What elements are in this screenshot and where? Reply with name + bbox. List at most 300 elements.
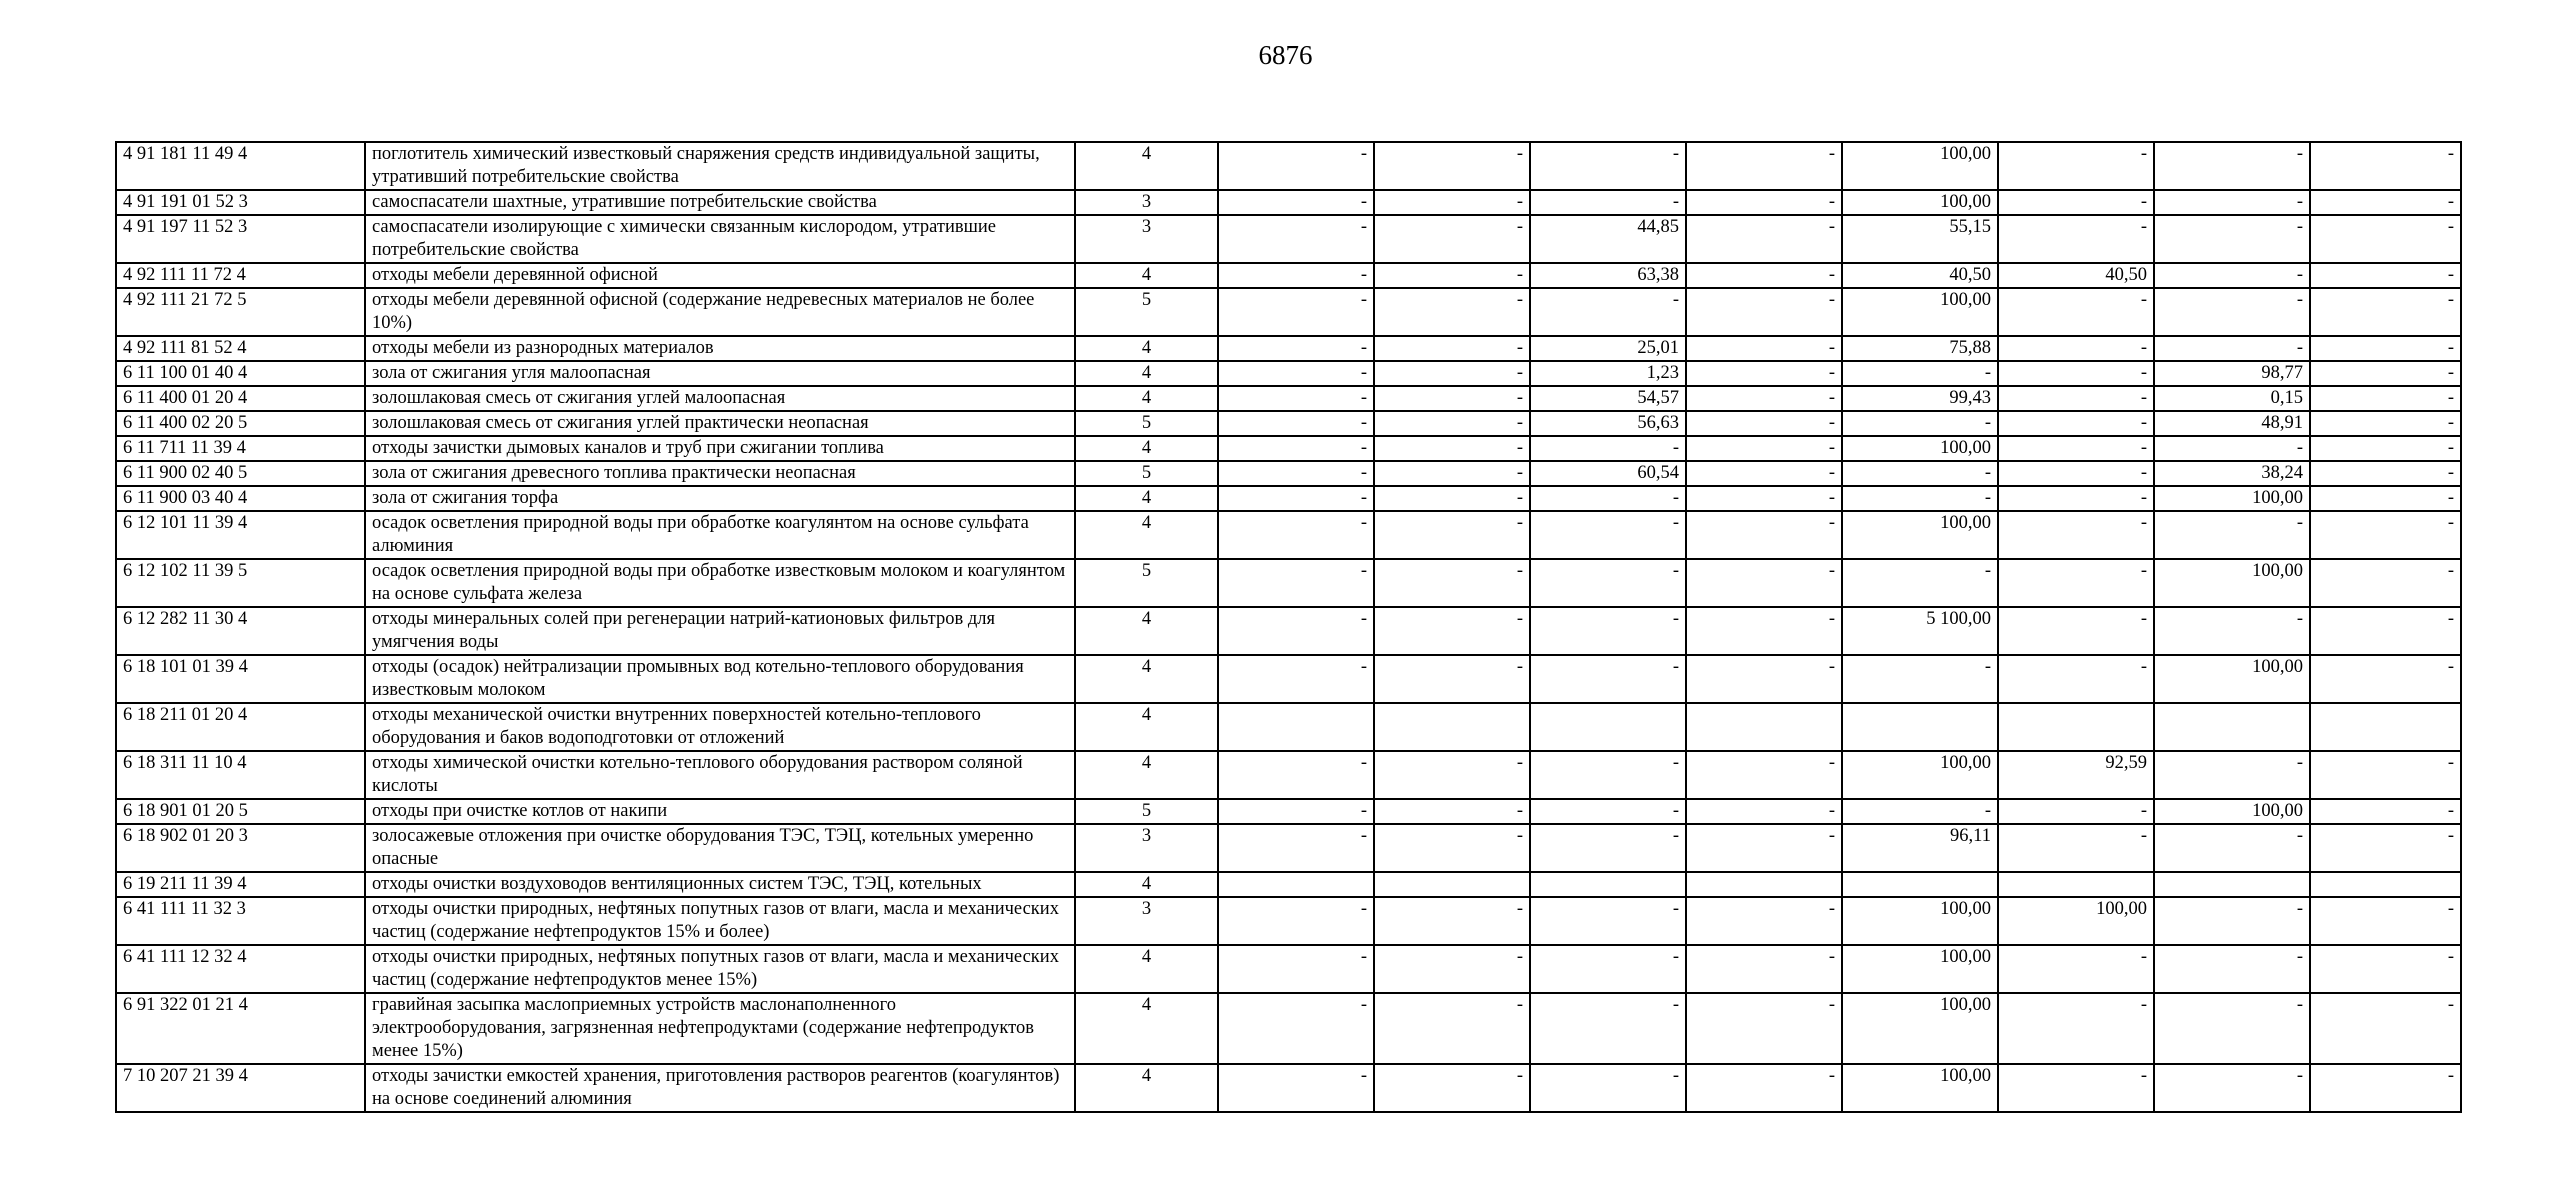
waste-name-cell: отходы очистки природных, нефтяных попутных газов от влаги, масла и механических частиц (содержание нефтепродуктов менее 15%) xyxy=(365,945,1075,993)
value-cell-5: - xyxy=(1842,361,1998,386)
waste-code-cell: 6 18 101 01 39 4 xyxy=(116,655,365,703)
value-cell-2: - xyxy=(1374,751,1530,799)
value-cell-5 xyxy=(1842,872,1998,897)
value-cell-1: - xyxy=(1218,461,1374,486)
table-row xyxy=(116,436,2461,461)
value-cell-2: - xyxy=(1374,215,1530,263)
hazard-class-cell: 3 xyxy=(1075,897,1218,945)
value-cell-1: - xyxy=(1218,190,1374,215)
waste-code-cell: 6 18 311 11 10 4 xyxy=(116,751,365,799)
value-cell-1: - xyxy=(1218,336,1374,361)
waste-code-cell: 4 91 197 11 52 3 xyxy=(116,215,365,263)
table-row xyxy=(116,263,2461,288)
value-cell-7: 98,77 xyxy=(2154,361,2310,386)
hazard-class-cell: 4 xyxy=(1075,993,1218,1064)
hazard-class-cell: 4 xyxy=(1075,751,1218,799)
waste-code-cell: 6 19 211 11 39 4 xyxy=(116,872,365,897)
value-cell-4: - xyxy=(1686,386,1842,411)
value-cell-2: - xyxy=(1374,799,1530,824)
hazard-class-cell: 4 xyxy=(1075,436,1218,461)
value-cell-4: - xyxy=(1686,361,1842,386)
value-cell-5: 40,50 xyxy=(1842,263,1998,288)
value-cell-3: 54,57 xyxy=(1530,386,1686,411)
value-cell-3: 1,23 xyxy=(1530,361,1686,386)
waste-code-cell: 6 41 111 11 32 3 xyxy=(116,897,365,945)
value-cell-8: - xyxy=(2310,824,2461,872)
value-cell-5: 100,00 xyxy=(1842,897,1998,945)
waste-table xyxy=(115,141,2462,1113)
table-row xyxy=(116,411,2461,436)
value-cell-6 xyxy=(1998,872,2154,897)
value-cell-1: - xyxy=(1218,215,1374,263)
waste-code-cell: 6 11 400 02 20 5 xyxy=(116,411,365,436)
value-cell-4: - xyxy=(1686,288,1842,336)
value-cell-8: - xyxy=(2310,945,2461,993)
value-cell-6: - xyxy=(1998,993,2154,1064)
value-cell-7: - xyxy=(2154,436,2310,461)
waste-code-cell: 6 11 400 01 20 4 xyxy=(116,386,365,411)
value-cell-7: - xyxy=(2154,215,2310,263)
waste-code-cell: 7 10 207 21 39 4 xyxy=(116,1064,365,1112)
value-cell-3: - xyxy=(1530,751,1686,799)
waste-name-cell: осадок осветления природной воды при обработке известковым молоком и коагулянтом на основе сульфата железа xyxy=(365,559,1075,607)
hazard-class-cell: 4 xyxy=(1075,263,1218,288)
waste-code-cell: 6 11 711 11 39 4 xyxy=(116,436,365,461)
value-cell-7: - xyxy=(2154,288,2310,336)
waste-name-cell: золошлаковая смесь от сжигания углей практически неопасная xyxy=(365,411,1075,436)
hazard-class-cell: 4 xyxy=(1075,336,1218,361)
value-cell-6: - xyxy=(1998,486,2154,511)
waste-code-cell: 6 12 282 11 30 4 xyxy=(116,607,365,655)
waste-code-cell: 6 18 902 01 20 3 xyxy=(116,824,365,872)
value-cell-3: - xyxy=(1530,655,1686,703)
value-cell-6: - xyxy=(1998,511,2154,559)
value-cell-6: - xyxy=(1998,142,2154,190)
value-cell-5: 5 100,00 xyxy=(1842,607,1998,655)
waste-name-cell: отходы химической очистки котельно-теплового оборудования раствором соляной кислоты xyxy=(365,751,1075,799)
value-cell-8: - xyxy=(2310,336,2461,361)
value-cell-7: 100,00 xyxy=(2154,655,2310,703)
value-cell-4: - xyxy=(1686,486,1842,511)
value-cell-8: - xyxy=(2310,288,2461,336)
value-cell-5: - xyxy=(1842,799,1998,824)
value-cell-2: - xyxy=(1374,945,1530,993)
value-cell-6: - xyxy=(1998,361,2154,386)
value-cell-2: - xyxy=(1374,386,1530,411)
value-cell-6: 100,00 xyxy=(1998,897,2154,945)
value-cell-2: - xyxy=(1374,511,1530,559)
value-cell-7: 38,24 xyxy=(2154,461,2310,486)
value-cell-4: - xyxy=(1686,824,1842,872)
value-cell-7: - xyxy=(2154,945,2310,993)
hazard-class-cell: 4 xyxy=(1075,703,1218,751)
waste-name-cell: гравийная засыпка маслоприемных устройств маслонаполненного электрооборудования, загрязненная нефтепродуктами (содержание нефтепродуктов менее 15%) xyxy=(365,993,1075,1064)
waste-code-cell: 4 92 111 81 52 4 xyxy=(116,336,365,361)
waste-code-cell: 6 11 900 02 40 5 xyxy=(116,461,365,486)
value-cell-7: 48,91 xyxy=(2154,411,2310,436)
value-cell-2: - xyxy=(1374,263,1530,288)
value-cell-8 xyxy=(2310,703,2461,751)
value-cell-1: - xyxy=(1218,386,1374,411)
value-cell-6: - xyxy=(1998,1064,2154,1112)
value-cell-7: - xyxy=(2154,751,2310,799)
hazard-class-cell: 5 xyxy=(1075,461,1218,486)
hazard-class-cell: 5 xyxy=(1075,559,1218,607)
value-cell-3: - xyxy=(1530,436,1686,461)
value-cell-3: 60,54 xyxy=(1530,461,1686,486)
hazard-class-cell: 5 xyxy=(1075,411,1218,436)
table-row xyxy=(116,142,2461,190)
value-cell-1: - xyxy=(1218,436,1374,461)
waste-name-cell: отходы (осадок) нейтрализации промывных вод котельно-теплового оборудования известковым молоком xyxy=(365,655,1075,703)
value-cell-7: - xyxy=(2154,511,2310,559)
value-cell-8: - xyxy=(2310,799,2461,824)
table-row xyxy=(116,607,2461,655)
value-cell-2: - xyxy=(1374,190,1530,215)
value-cell-6: - xyxy=(1998,945,2154,993)
value-cell-7: - xyxy=(2154,824,2310,872)
table-row xyxy=(116,872,2461,897)
value-cell-1: - xyxy=(1218,559,1374,607)
table-row xyxy=(116,655,2461,703)
waste-code-cell: 6 11 100 01 40 4 xyxy=(116,361,365,386)
value-cell-6: 40,50 xyxy=(1998,263,2154,288)
waste-code-cell: 6 12 102 11 39 5 xyxy=(116,559,365,607)
value-cell-8: - xyxy=(2310,215,2461,263)
waste-name-cell: отходы зачистки дымовых каналов и труб при сжигании топлива xyxy=(365,436,1075,461)
value-cell-4: - xyxy=(1686,336,1842,361)
table-row xyxy=(116,288,2461,336)
value-cell-7: - xyxy=(2154,1064,2310,1112)
value-cell-4: - xyxy=(1686,190,1842,215)
value-cell-4: - xyxy=(1686,142,1842,190)
value-cell-1: - xyxy=(1218,655,1374,703)
waste-name-cell: золошлаковая смесь от сжигания углей малоопасная xyxy=(365,386,1075,411)
waste-name-cell: самоспасатели изолирующие с химически связанным кислородом, утратившие потребительские свойства xyxy=(365,215,1075,263)
value-cell-5 xyxy=(1842,703,1998,751)
value-cell-4 xyxy=(1686,703,1842,751)
value-cell-4: - xyxy=(1686,1064,1842,1112)
value-cell-5: 55,15 xyxy=(1842,215,1998,263)
waste-code-cell: 6 91 322 01 21 4 xyxy=(116,993,365,1064)
value-cell-4: - xyxy=(1686,751,1842,799)
value-cell-6: - xyxy=(1998,436,2154,461)
hazard-class-cell: 4 xyxy=(1075,655,1218,703)
hazard-class-cell: 3 xyxy=(1075,215,1218,263)
value-cell-4: - xyxy=(1686,655,1842,703)
value-cell-2: - xyxy=(1374,288,1530,336)
value-cell-4: - xyxy=(1686,511,1842,559)
value-cell-7: - xyxy=(2154,607,2310,655)
value-cell-1: - xyxy=(1218,361,1374,386)
value-cell-3 xyxy=(1530,703,1686,751)
waste-name-cell: отходы при очистке котлов от накипи xyxy=(365,799,1075,824)
value-cell-5: 100,00 xyxy=(1842,142,1998,190)
value-cell-1: - xyxy=(1218,486,1374,511)
table-body xyxy=(116,142,2461,1112)
waste-name-cell: отходы очистки природных, нефтяных попутных газов от влаги, масла и механических частиц (содержание нефтепродуктов 15% и более) xyxy=(365,897,1075,945)
value-cell-2: - xyxy=(1374,486,1530,511)
value-cell-8: - xyxy=(2310,386,2461,411)
value-cell-7: - xyxy=(2154,993,2310,1064)
hazard-class-cell: 4 xyxy=(1075,872,1218,897)
value-cell-2 xyxy=(1374,872,1530,897)
value-cell-6: - xyxy=(1998,190,2154,215)
hazard-class-cell: 4 xyxy=(1075,361,1218,386)
value-cell-5: 100,00 xyxy=(1842,945,1998,993)
table-row xyxy=(116,897,2461,945)
waste-code-cell: 6 11 900 03 40 4 xyxy=(116,486,365,511)
hazard-class-cell: 4 xyxy=(1075,1064,1218,1112)
value-cell-5: 96,11 xyxy=(1842,824,1998,872)
value-cell-3: - xyxy=(1530,511,1686,559)
value-cell-4: - xyxy=(1686,215,1842,263)
value-cell-3: 56,63 xyxy=(1530,411,1686,436)
value-cell-1: - xyxy=(1218,824,1374,872)
value-cell-5: 100,00 xyxy=(1842,993,1998,1064)
value-cell-5: 100,00 xyxy=(1842,511,1998,559)
value-cell-1: - xyxy=(1218,511,1374,559)
value-cell-7: 100,00 xyxy=(2154,486,2310,511)
value-cell-2: - xyxy=(1374,411,1530,436)
value-cell-6: - xyxy=(1998,336,2154,361)
value-cell-8: - xyxy=(2310,486,2461,511)
value-cell-8: - xyxy=(2310,1064,2461,1112)
value-cell-8: - xyxy=(2310,607,2461,655)
table-row xyxy=(116,824,2461,872)
value-cell-1 xyxy=(1218,703,1374,751)
value-cell-3: 63,38 xyxy=(1530,263,1686,288)
value-cell-2: - xyxy=(1374,361,1530,386)
value-cell-2: - xyxy=(1374,655,1530,703)
value-cell-2: - xyxy=(1374,1064,1530,1112)
value-cell-5: 99,43 xyxy=(1842,386,1998,411)
value-cell-6: - xyxy=(1998,461,2154,486)
value-cell-4: - xyxy=(1686,559,1842,607)
hazard-class-cell: 4 xyxy=(1075,945,1218,993)
table-row xyxy=(116,486,2461,511)
waste-name-cell: зола от сжигания древесного топлива практически неопасная xyxy=(365,461,1075,486)
value-cell-4: - xyxy=(1686,799,1842,824)
table-row xyxy=(116,751,2461,799)
value-cell-6: - xyxy=(1998,607,2154,655)
value-cell-3: - xyxy=(1530,993,1686,1064)
waste-name-cell: отходы механической очистки внутренних поверхностей котельно-теплового оборудования и баков водоподготовки от отложений xyxy=(365,703,1075,751)
value-cell-3: - xyxy=(1530,288,1686,336)
value-cell-8: - xyxy=(2310,190,2461,215)
waste-name-cell: зола от сжигания угля малоопасная xyxy=(365,361,1075,386)
value-cell-6: - xyxy=(1998,386,2154,411)
value-cell-2: - xyxy=(1374,142,1530,190)
value-cell-3: - xyxy=(1530,559,1686,607)
value-cell-8 xyxy=(2310,872,2461,897)
hazard-class-cell: 4 xyxy=(1075,511,1218,559)
waste-code-cell: 4 92 111 21 72 5 xyxy=(116,288,365,336)
value-cell-5: - xyxy=(1842,461,1998,486)
table-row xyxy=(116,386,2461,411)
value-cell-2: - xyxy=(1374,559,1530,607)
table-row xyxy=(116,559,2461,607)
waste-name-cell: отходы очистки воздуховодов вентиляционных систем ТЭС, ТЭЦ, котельных xyxy=(365,872,1075,897)
value-cell-7: - xyxy=(2154,336,2310,361)
value-cell-5: - xyxy=(1842,655,1998,703)
value-cell-3: - xyxy=(1530,897,1686,945)
hazard-class-cell: 5 xyxy=(1075,799,1218,824)
value-cell-1 xyxy=(1218,872,1374,897)
value-cell-8: - xyxy=(2310,461,2461,486)
table-row xyxy=(116,993,2461,1064)
hazard-class-cell: 4 xyxy=(1075,142,1218,190)
value-cell-6: - xyxy=(1998,559,2154,607)
value-cell-7 xyxy=(2154,872,2310,897)
value-cell-5: - xyxy=(1842,559,1998,607)
value-cell-5: 100,00 xyxy=(1842,190,1998,215)
value-cell-5: - xyxy=(1842,486,1998,511)
value-cell-4: - xyxy=(1686,945,1842,993)
value-cell-8: - xyxy=(2310,993,2461,1064)
waste-name-cell: отходы мебели деревянной офисной xyxy=(365,263,1075,288)
table-row xyxy=(116,336,2461,361)
value-cell-4: - xyxy=(1686,993,1842,1064)
value-cell-6: - xyxy=(1998,799,2154,824)
waste-name-cell: отходы минеральных солей при регенерации натрий-катионовых фильтров для умягчения воды xyxy=(365,607,1075,655)
value-cell-7: - xyxy=(2154,190,2310,215)
waste-code-cell: 4 91 191 01 52 3 xyxy=(116,190,365,215)
waste-name-cell: отходы зачистки емкостей хранения, приготовления растворов реагентов (коагулянтов) на основе соединений алюминия xyxy=(365,1064,1075,1112)
value-cell-8: - xyxy=(2310,142,2461,190)
value-cell-3: 25,01 xyxy=(1530,336,1686,361)
value-cell-1: - xyxy=(1218,945,1374,993)
value-cell-3: - xyxy=(1530,486,1686,511)
value-cell-8: - xyxy=(2310,655,2461,703)
hazard-class-cell: 3 xyxy=(1075,190,1218,215)
value-cell-7: - xyxy=(2154,263,2310,288)
table-row xyxy=(116,215,2461,263)
value-cell-3: - xyxy=(1530,607,1686,655)
hazard-class-cell: 4 xyxy=(1075,486,1218,511)
waste-name-cell: золосажевые отложения при очистке оборудования ТЭС, ТЭЦ, котельных умеренно опасные xyxy=(365,824,1075,872)
value-cell-4 xyxy=(1686,872,1842,897)
value-cell-4: - xyxy=(1686,897,1842,945)
value-cell-5: 100,00 xyxy=(1842,1064,1998,1112)
waste-code-cell: 6 12 101 11 39 4 xyxy=(116,511,365,559)
value-cell-8: - xyxy=(2310,511,2461,559)
table-row xyxy=(116,461,2461,486)
waste-name-cell: отходы мебели из разнородных материалов xyxy=(365,336,1075,361)
value-cell-6: - xyxy=(1998,824,2154,872)
value-cell-8: - xyxy=(2310,411,2461,436)
value-cell-2: - xyxy=(1374,993,1530,1064)
value-cell-6 xyxy=(1998,703,2154,751)
waste-code-cell: 4 92 111 11 72 4 xyxy=(116,263,365,288)
hazard-class-cell: 5 xyxy=(1075,288,1218,336)
value-cell-3: - xyxy=(1530,142,1686,190)
value-cell-8: - xyxy=(2310,436,2461,461)
value-cell-7: - xyxy=(2154,142,2310,190)
value-cell-5: 100,00 xyxy=(1842,288,1998,336)
value-cell-5: 100,00 xyxy=(1842,436,1998,461)
value-cell-6: - xyxy=(1998,411,2154,436)
value-cell-2: - xyxy=(1374,607,1530,655)
value-cell-3: - xyxy=(1530,945,1686,993)
value-cell-1: - xyxy=(1218,288,1374,336)
waste-name-cell: поглотитель химический известковый снаряжения средств индивидуальной защиты, утративший потребительские свойства xyxy=(365,142,1075,190)
waste-code-cell: 6 18 211 01 20 4 xyxy=(116,703,365,751)
table-row xyxy=(116,511,2461,559)
waste-code-cell: 4 91 181 11 49 4 xyxy=(116,142,365,190)
value-cell-3: - xyxy=(1530,190,1686,215)
value-cell-7: 100,00 xyxy=(2154,559,2310,607)
value-cell-1: - xyxy=(1218,142,1374,190)
value-cell-8: - xyxy=(2310,361,2461,386)
table-row xyxy=(116,799,2461,824)
value-cell-5: - xyxy=(1842,411,1998,436)
value-cell-2 xyxy=(1374,703,1530,751)
value-cell-2: - xyxy=(1374,461,1530,486)
value-cell-3: - xyxy=(1530,1064,1686,1112)
value-cell-5: 75,88 xyxy=(1842,336,1998,361)
hazard-class-cell: 4 xyxy=(1075,386,1218,411)
value-cell-7: - xyxy=(2154,897,2310,945)
value-cell-4: - xyxy=(1686,263,1842,288)
value-cell-8: - xyxy=(2310,263,2461,288)
value-cell-2: - xyxy=(1374,336,1530,361)
value-cell-4: - xyxy=(1686,607,1842,655)
table-row xyxy=(116,361,2461,386)
value-cell-7 xyxy=(2154,703,2310,751)
value-cell-1: - xyxy=(1218,263,1374,288)
value-cell-3: - xyxy=(1530,824,1686,872)
value-cell-1: - xyxy=(1218,751,1374,799)
value-cell-3: - xyxy=(1530,799,1686,824)
value-cell-1: - xyxy=(1218,1064,1374,1112)
value-cell-8: - xyxy=(2310,897,2461,945)
value-cell-2: - xyxy=(1374,436,1530,461)
value-cell-7: 100,00 xyxy=(2154,799,2310,824)
waste-name-cell: осадок осветления природной воды при обработке коагулянтом на основе сульфата алюминия xyxy=(365,511,1075,559)
table-row xyxy=(116,1064,2461,1112)
value-cell-6: - xyxy=(1998,215,2154,263)
hazard-class-cell: 3 xyxy=(1075,824,1218,872)
value-cell-1: - xyxy=(1218,993,1374,1064)
table-row xyxy=(116,190,2461,215)
waste-code-cell: 6 41 111 12 32 4 xyxy=(116,945,365,993)
value-cell-1: - xyxy=(1218,411,1374,436)
table-row xyxy=(116,945,2461,993)
value-cell-6: - xyxy=(1998,655,2154,703)
value-cell-3 xyxy=(1530,872,1686,897)
value-cell-2: - xyxy=(1374,897,1530,945)
value-cell-4: - xyxy=(1686,436,1842,461)
value-cell-8: - xyxy=(2310,751,2461,799)
waste-code-cell: 6 18 901 01 20 5 xyxy=(116,799,365,824)
value-cell-5: 100,00 xyxy=(1842,751,1998,799)
waste-name-cell: самоспасатели шахтные, утратившие потребительские свойства xyxy=(365,190,1075,215)
value-cell-4: - xyxy=(1686,411,1842,436)
value-cell-1: - xyxy=(1218,607,1374,655)
value-cell-1: - xyxy=(1218,897,1374,945)
table-row xyxy=(116,703,2461,751)
value-cell-7: 0,15 xyxy=(2154,386,2310,411)
waste-name-cell: зола от сжигания торфа xyxy=(365,486,1075,511)
page-number: 6876 xyxy=(1258,40,1313,70)
value-cell-6: 92,59 xyxy=(1998,751,2154,799)
hazard-class-cell: 4 xyxy=(1075,607,1218,655)
value-cell-4: - xyxy=(1686,461,1842,486)
value-cell-6: - xyxy=(1998,288,2154,336)
waste-name-cell: отходы мебели деревянной офисной (содержание недревесных материалов не более 10%) xyxy=(365,288,1075,336)
value-cell-1: - xyxy=(1218,799,1374,824)
